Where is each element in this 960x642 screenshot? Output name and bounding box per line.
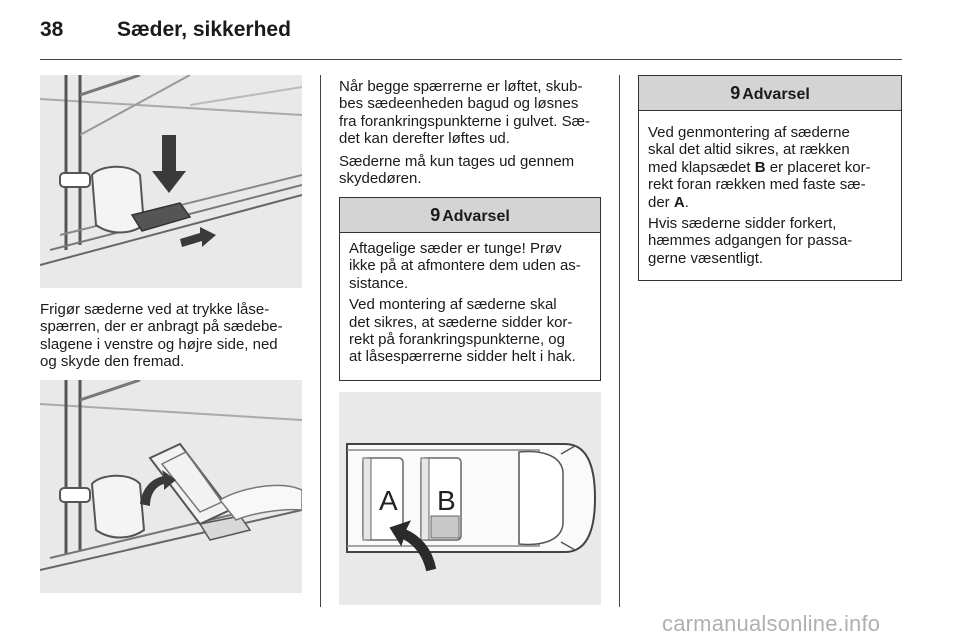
- warning-header: [340, 198, 600, 233]
- warning-icon: 9: [730, 83, 741, 103]
- warning-body: [340, 233, 600, 376]
- header-divider: [40, 59, 902, 60]
- seat-arrangement-diagram: [339, 392, 601, 605]
- seat-lift-drawing: [40, 380, 302, 593]
- warning-title: Advarsel: [442, 208, 510, 225]
- seat-latch-drawing: [40, 75, 302, 288]
- seat-label-a: A: [379, 485, 398, 516]
- sliding-door-note: Sæderne må kun tages ud gennem skydedøren.: [339, 153, 575, 188]
- latch-release-caption: Frigør sæderne ved at trykke låse- spærren, der er anbragt på sædebe- slagene i venstre og højre side, ned og skyde den fremad.: [40, 301, 283, 371]
- warning-paragraph: Hvis sæderne sidder forkert, hæmmes adgangen for passa- gerne væsentligt.: [648, 215, 853, 267]
- watermark: carmanualsonline.info: [662, 611, 881, 636]
- warning-paragraph: Ved montering af sæderne skal det sikres, at sæderne sidder kor- rekt på forankringspunkterne, og at låsespærrerne sidder helt i hak.: [349, 296, 576, 366]
- seat-label-b: B: [437, 485, 456, 516]
- removal-instructions: Når begge spærrerne er løftet, skub- bes sædeenheden bagud og løsnes fra forankringspunkterne i gulvet. Sæ- det kan derefter løftes ud.: [339, 78, 590, 148]
- page-number: 38: [40, 18, 64, 41]
- page-title: Sæder, sikkerhed: [117, 18, 291, 41]
- warning-box-heavy-seats: [339, 197, 601, 381]
- warning-body: [639, 111, 901, 277]
- warning-icon: 9: [430, 205, 441, 225]
- warning-header: [639, 76, 901, 111]
- van-floor-plan-drawing: [339, 392, 601, 605]
- seat-latch-release-illustration: [40, 75, 302, 288]
- warning-paragraph: Aftagelige sæder er tunge! Prøv ikke på at afmontere dem uden as- sistance.: [349, 240, 581, 292]
- warning-paragraph: Ved genmontering af sæderne skal det altid sikres, at rækken med klapsædet B er placeret kor- rekt foran rækken med faste sæ- der A.: [648, 124, 871, 211]
- seat-lift-illustration: [40, 380, 302, 593]
- warning-title: Advarsel: [742, 86, 810, 103]
- column-divider-left: [320, 75, 321, 607]
- warning-box-reinstall: [638, 75, 902, 281]
- column-divider-right: [619, 75, 620, 607]
